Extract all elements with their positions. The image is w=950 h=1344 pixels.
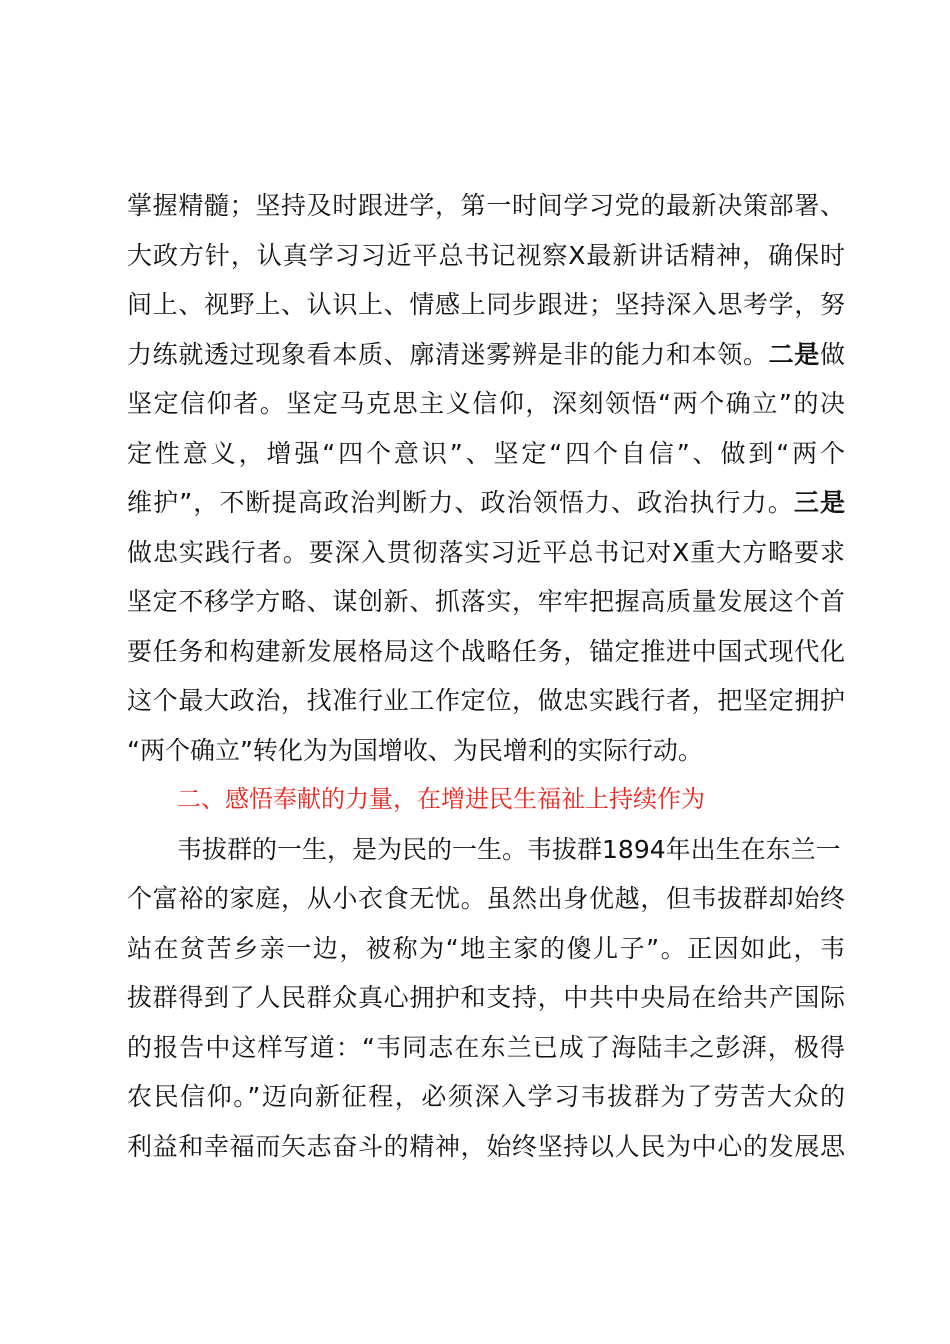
paragraph-2-line-1: 韦拔群的一生，是为民的一生。韦拔群1894年出生在东兰一	[177, 834, 841, 864]
paragraph-2-line-2: 个富裕的家庭，从小衣食无忧。虽然出身优越，但韦拔群却始终	[127, 884, 845, 913]
point-three-marker: 三是	[793, 488, 845, 517]
paragraph-1-line-6: 定性意义，增强“四个意识”、坚定“四个自信”、做到“两个	[127, 438, 845, 468]
paragraph-1-line-8: 做忠实践行者。要深入贯彻落实习近平总书记对X重大方略要求	[127, 537, 845, 567]
paragraph-1-line-9: 坚定不移学方略、谋创新、抓落实，牢牢把握高质量发展这个首	[127, 587, 845, 616]
paragraph-2-line-6: 农民信仰。”迈向新征程，必须深入学习韦拔群为了劳苦大众的	[127, 1082, 845, 1111]
paragraph-2-line-4: 拔群得到了人民群众真心拥护和支持，中共中央局在给共产国际	[127, 983, 845, 1012]
paragraph-1-line-7	[127, 478, 845, 528]
paragraph-1-line-11: 这个最大政治，找准行业工作定位，做忠实践行者，把坚定拥护	[127, 686, 845, 715]
paragraph-1-line-3: 间上、视野上、认识上、情感上同步跟进；坚持深入思考学，努	[127, 290, 845, 319]
paragraph-1-line-12: “两个确立”转化为为国增收、为民增利的实际行动。	[127, 735, 703, 765]
paragraph-1-line-4	[127, 330, 845, 380]
paragraph-2-line-7: 利益和幸福而矢志奋斗的精神，始终坚持以人民为中心的发展思	[127, 1131, 845, 1161]
document-body	[127, 181, 845, 1171]
paragraph-1-line-2: 大政方针，认真学习习近平总书记视察X最新讲话精神，确保时	[127, 240, 845, 270]
paragraph-2-line-5: 的报告中这样写道：“韦同志在东兰已成了海陆丰之彭湃，极得	[127, 1032, 845, 1062]
paragraph-1-line-1: 掌握精髓；坚持及时跟进学，第一时间学习党的最新决策部署、	[127, 191, 845, 220]
paragraph-1-line-5: 坚定信仰者。坚定马克思主义信仰，深刻领悟“两个确立”的决	[127, 389, 845, 418]
paragraph-1-line-4-text: 力练就透过现象看本质、廓清迷雾辨是非的能力和本领。	[127, 339, 769, 369]
paragraph-1-line-4-tail: 做	[819, 339, 845, 369]
paragraph-1-line-10: 要任务和构建新发展格局这个战略任务，锚定推进中国式现代化	[127, 636, 845, 666]
section-heading: 二、感悟奉献的力量，在增进民生福祉上持续作为	[177, 785, 705, 813]
paragraph-2-line-3: 站在贫苦乡亲一边，被称为“地主家的傻儿子”。正因如此，韦	[127, 933, 845, 963]
paragraph-1-line-7-text: 维护”，不断提高政治判断力、政治领悟力、政治执行力。	[127, 488, 794, 517]
point-two-marker: 二是	[768, 339, 820, 369]
